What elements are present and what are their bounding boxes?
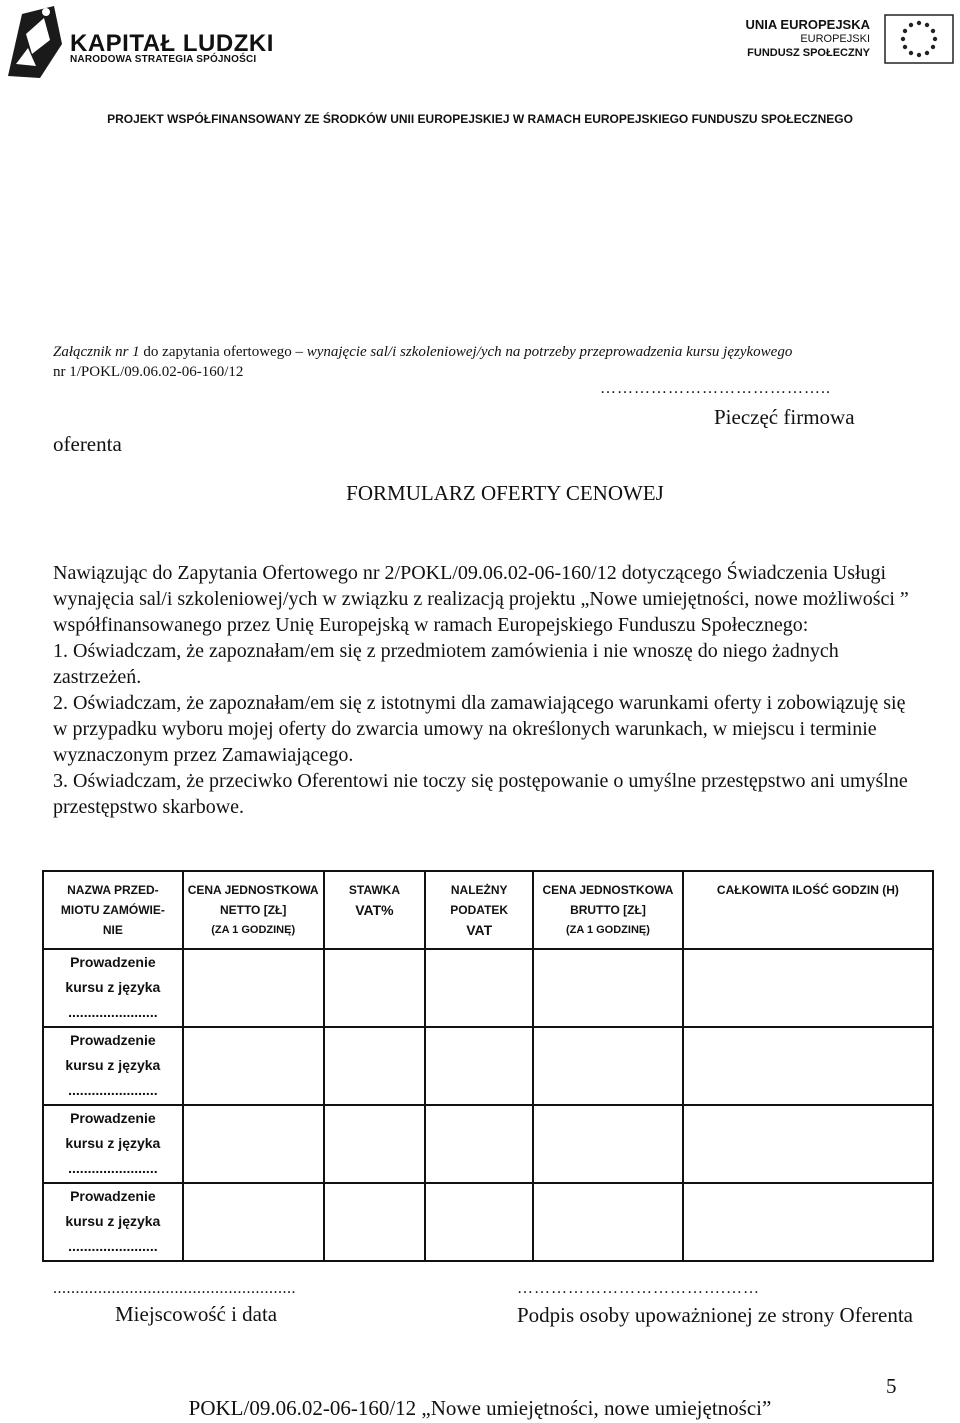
declaration-item-2: 2. Oświadczam, że zapoznałam/em się z istotnymi dla zamawiającego warunkami oferty i zobowiązuję się w przypadku wyboru mojej oferty do zwarcia umowy na określonych warunkach, w miejscu i terminie wyznaczonym przez Zamawiającego.	[53, 692, 906, 766]
declaration-body	[53, 560, 913, 820]
stamp-dots: …………………………………..	[600, 380, 831, 397]
header-unit-price-net: CENA JEDNOSTKOWA NETTO [ZŁ] (ZA 1 GODZINĘ)	[183, 871, 324, 949]
header-total-hours: CAŁKOWITA ILOŚĆ GODZIN (H)	[683, 871, 933, 949]
row-item-name: Prowadzenie kursu z języka .......................	[43, 1027, 183, 1105]
cell-unit-price-gross[interactable]	[533, 1027, 683, 1105]
cell-unit-price-net[interactable]	[183, 1105, 324, 1183]
table-row	[43, 1105, 933, 1183]
intro-paragraph: Nawiązując do Zapytania Ofertowego nr 2/POKL/09.06.02-06-160/12 dotyczącego Świadczenia Usługi wynajęcia sal/i szkoleniowej/ych w związku z realizacją projektu „Nowe umiejętności, nowe możliwości ” współfinansowanego przez Unię Europejską w ramach Europejskiego Funduszu Społecznego:	[53, 562, 909, 636]
header-item-name: NAZWA PRZED- MIOTU ZAMÓWIE- NIE	[43, 871, 183, 949]
form-title: FORMULARZ OFERTY CENOWEJ	[346, 481, 664, 505]
declaration-item-1: 1. Oświadczam, że zapoznałam/em się z przedmiotem zamówienia i nie wnoszę do niego żadnych zastrzeżeń.	[53, 640, 839, 688]
header-vat-rate: STAWKA VAT%	[324, 871, 426, 949]
cell-total-hours[interactable]	[683, 949, 933, 1027]
cell-vat-rate[interactable]	[324, 1027, 426, 1105]
eu-line-1: UNIA EUROPEJSKA	[745, 17, 870, 32]
signature-dots: ……………………………….……	[517, 1280, 760, 1297]
cell-total-hours[interactable]	[683, 1183, 933, 1261]
row-item-name: Prowadzenie kursu z języka .......................	[43, 949, 183, 1027]
eu-logo-text	[740, 18, 870, 60]
attachment-text: do zapytania ofertowego –	[143, 344, 303, 360]
declaration-item-3: 3. Oświadczam, że przeciwko Oferentowi nie toczy się postępowanie o umyślne przestępstwo ani umyślne przestępstwo skarbowe.	[53, 770, 908, 818]
table-row	[43, 1183, 933, 1261]
eu-line-3: FUNDUSZ SPOŁECZNY	[747, 47, 870, 59]
cell-vat-rate[interactable]	[324, 949, 426, 1027]
cell-vat-due[interactable]	[425, 1027, 533, 1105]
signature-label: Podpis osoby upoważnionej ze strony Oferenta	[517, 1303, 913, 1327]
cell-total-hours[interactable]	[683, 1027, 933, 1105]
kapital-ludzki-subtitle: NARODOWA STRATEGIA SPÓJNOŚCI	[70, 54, 257, 65]
header-vat-due: NALEŻNY PODATEK VAT	[425, 871, 533, 949]
cell-vat-rate[interactable]	[324, 1105, 426, 1183]
attachment-number-line: nr 1/POKL/09.06.02-06-160/12	[53, 364, 244, 380]
attachment-subject: wynajęcie sal/i szkoleniowej/ych na potrzeby przeprowadzenia kursu językowego	[306, 344, 793, 360]
cell-vat-rate[interactable]	[324, 1183, 426, 1261]
page-footer: POKL/09.06.02-06-160/12 „Nowe umiejętności, nowe umiejętności”	[188, 1396, 772, 1420]
page-number: 5	[886, 1374, 897, 1398]
price-offer-table	[42, 870, 934, 1262]
cell-unit-price-net[interactable]	[183, 1027, 324, 1105]
kapital-ludzki-title: KAPITAŁ LUDZKI	[70, 30, 274, 57]
cell-unit-price-gross[interactable]	[533, 1183, 683, 1261]
cell-vat-due[interactable]	[425, 1105, 533, 1183]
eu-flag-icon	[884, 14, 954, 64]
table-row	[43, 949, 933, 1027]
attachment-number: Załącznik nr 1	[53, 344, 140, 360]
table-header-row	[43, 871, 933, 949]
cell-total-hours[interactable]	[683, 1105, 933, 1183]
table-row	[43, 1027, 933, 1105]
oferenta-label: oferenta	[53, 432, 122, 456]
company-stamp-label: Pieczęć firmowa	[714, 405, 855, 429]
cell-unit-price-net[interactable]	[183, 949, 324, 1027]
cell-vat-due[interactable]	[425, 1183, 533, 1261]
eu-line-2: EUROPEJSKI	[800, 33, 870, 45]
attachment-reference	[53, 342, 913, 382]
header-unit-price-gross: CENA JEDNOSTKOWA BRUTTO [ZŁ] (ZA 1 GODZINĘ)	[533, 871, 683, 949]
place-date-dots: ......................................................	[53, 1280, 296, 1297]
cell-vat-due[interactable]	[425, 949, 533, 1027]
project-cofinancing-line: PROJEKT WSPÓŁFINANSOWANY ZE ŚRODKÓW UNII EUROPEJSKIEJ W RAMACH EUROPEJSKIEGO FUNDUSZU SPOŁECZNEGO	[107, 112, 853, 126]
row-item-name: Prowadzenie kursu z języka .......................	[43, 1183, 183, 1261]
cell-unit-price-gross[interactable]	[533, 949, 683, 1027]
place-date-label: Miejscowość i data	[115, 1302, 278, 1326]
cell-unit-price-net[interactable]	[183, 1183, 324, 1261]
row-item-name: Prowadzenie kursu z języka .......................	[43, 1105, 183, 1183]
cell-unit-price-gross[interactable]	[533, 1105, 683, 1183]
